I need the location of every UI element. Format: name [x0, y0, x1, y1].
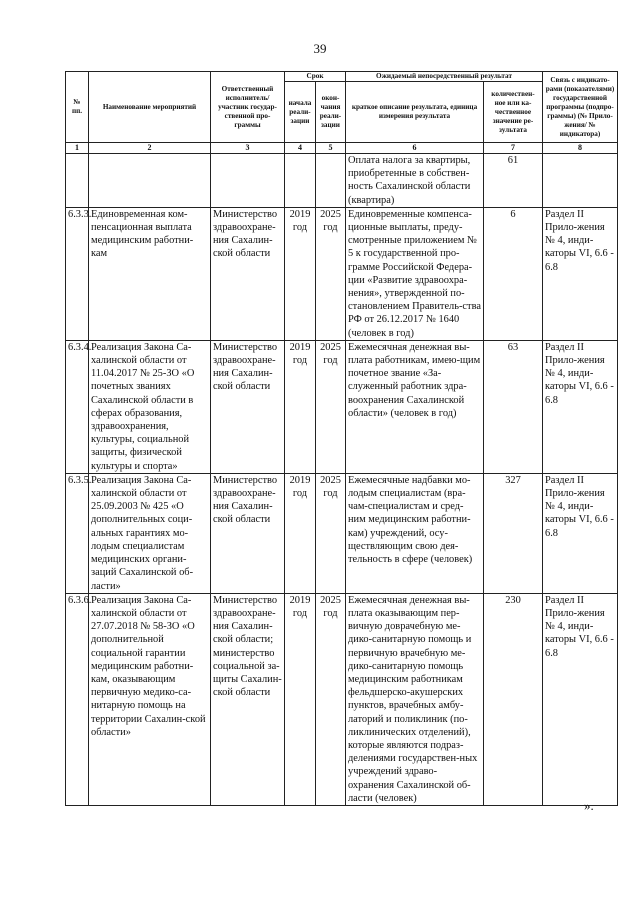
row-value: 6 — [484, 207, 543, 340]
col-number: 6 — [346, 143, 484, 154]
header-term: Срок — [285, 72, 346, 82]
row-start: 2019 год — [285, 207, 316, 340]
table-row — [66, 593, 618, 805]
header-value: количествен-ное или ка-чественное значение ре-зультата — [484, 82, 543, 143]
header-name: Наименование мероприятий — [89, 72, 211, 143]
row-description: Ежемесячные надбавки мо-лодым специалистам (вра-чам-специалистам и сред-ним медицинским работни-кам) учреждений, осу-ществляющим свою дея-тельность в сфере (человек) — [346, 473, 484, 593]
measures-table — [65, 71, 618, 806]
row-description: Ежемесячная денежная вы-плата работникам, имею-щим почетное звание «За-служенный работник здра-воохранения Сахалинской области» (человек в год) — [346, 340, 484, 473]
row-name: Единовременная ком-пенсационная выплата медицинским работни-кам — [89, 207, 211, 340]
header-indicator-link: Связь с индикато-рами (показателями) государственной программы (подпро-граммы) (№ Прило-жения/ № индикатора) — [543, 72, 618, 143]
header-expected-result: Ожидаемый непосредственный результат — [346, 72, 543, 82]
row-executor: Министерство здравоохране-ния Сахалин-ской области — [211, 340, 285, 473]
row-link: Раздел II Прило-жения № 4, инди-каторы VI, 6.6 - 6.8 — [543, 340, 618, 473]
header-start: начала реали-зации — [285, 82, 316, 143]
row-num — [66, 154, 89, 208]
row-end: 2025 год — [316, 593, 346, 805]
row-link: Раздел II Прило-жения № 4, инди-каторы VI, 6.6 - 6.8 — [543, 593, 618, 805]
col-number: 4 — [285, 143, 316, 154]
row-num: 6.3.5. — [66, 473, 89, 593]
row-executor: Министерство здравоохране-ния Сахалин-ской области — [211, 473, 285, 593]
row-name: Реализация Закона Са-халинской области от 25.09.2003 № 425 «О дополнительных соци-альных гарантиях мо-лодым специалистам медицинских органи-заций Сахалинской об-ласти» — [89, 473, 211, 593]
col-number: 3 — [211, 143, 285, 154]
header-end: окон-чания реали-зации — [316, 82, 346, 143]
col-number: 1 — [66, 143, 89, 154]
col-number: 2 — [89, 143, 211, 154]
row-name: Реализация Закона Са-халинской области от 27.07.2018 № 58-ЗО «О дополнительной социальной гарантии медицинским работни-кам, оказывающим первичную медико-са-нитарную помощь на территории Сахалин-ской области» — [89, 593, 211, 805]
row-name — [89, 154, 211, 208]
row-executor: Министерство здравоохране-ния Сахалин-ской области — [211, 207, 285, 340]
row-value: 63 — [484, 340, 543, 473]
closing-quote-mark: ». — [584, 798, 594, 813]
header-description: краткое описание результата, единица измерения результата — [346, 82, 484, 143]
page-number: 39 — [313, 41, 327, 56]
col-number: 5 — [316, 143, 346, 154]
row-value: 61 — [484, 154, 543, 208]
col-number: 7 — [484, 143, 543, 154]
row-link: Раздел II Прило-жения № 4, инди-каторы VI, 6.6 - 6.8 — [543, 473, 618, 593]
table-row — [66, 207, 618, 340]
row-num: 6.3.6. — [66, 593, 89, 805]
table-row — [66, 340, 618, 473]
table-row — [66, 473, 618, 593]
header-num: № пп. — [66, 72, 89, 143]
row-start: 2019 год — [285, 473, 316, 593]
row-link — [543, 154, 618, 208]
row-end — [316, 154, 346, 208]
col-number: 8 — [543, 143, 618, 154]
row-link: Раздел II Прило-жения № 4, инди-каторы VI, 6.6 - 6.8 — [543, 207, 618, 340]
column-number-row — [66, 143, 618, 154]
row-start: 2019 год — [285, 340, 316, 473]
row-num: 6.3.3. — [66, 207, 89, 340]
row-end: 2025 год — [316, 473, 346, 593]
row-name: Реализация Закона Са-халинской области от 11.04.2017 № 25-ЗО «О почетных званиях Сахалинской области в сферах образования, здравоохранения, культуры, социальной защиты, физической культуры и спорта» — [89, 340, 211, 473]
row-end: 2025 год — [316, 207, 346, 340]
row-executor: Министерство здравоохране-ния Сахалин-ской области; министерство социальной за-щиты Сахалин-ской области — [211, 593, 285, 805]
row-start: 2019 год — [285, 593, 316, 805]
row-start — [285, 154, 316, 208]
row-description: Оплата налога за квартиры, приобретенные в собствен-ность Сахалинской области (квартира) — [346, 154, 484, 208]
row-end: 2025 год — [316, 340, 346, 473]
row-num: 6.3.4. — [66, 340, 89, 473]
row-executor — [211, 154, 285, 208]
row-value: 230 — [484, 593, 543, 805]
row-description: Ежемесячная денежная вы-плата оказывающим пер-вичную доврачебную ме-дико-санитарную помощь и первичную врачебную ме-дико-санитарную помощь медицинским работникам фельдшерско-акушерских пунктов, врачебных амбу-латорий и поликлиник (по-ликлинических отделений), которые являются подраз-делениями государствен-ных учреждений здраво-охранения Сахалинской об-ласти (человек) — [346, 593, 484, 805]
header-executor: Ответственный исполнитель/ участник государ-ственной про-граммы — [211, 72, 285, 143]
row-value: 327 — [484, 473, 543, 593]
table-row — [66, 154, 618, 208]
row-description: Единовременные компенса-ционные выплаты, преду-смотренные приложением № 5 к государственной про-грамме Российской Федера-ции «Развитие здравоохра-нения», утвержденной по-становлением Правитель-ства РФ от 26.12.2017 № 1640 (человек в год) — [346, 207, 484, 340]
